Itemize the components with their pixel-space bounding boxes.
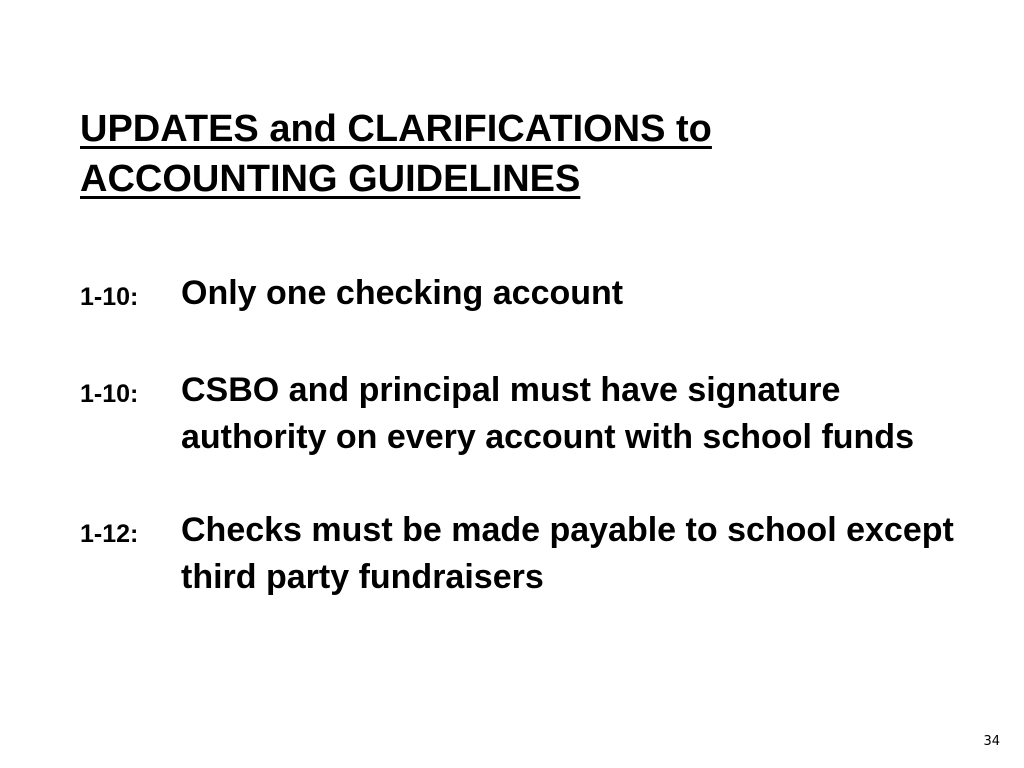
- guideline-text: Only one checking account: [181, 274, 624, 312]
- guideline-code: 1-10:: [80, 380, 139, 408]
- page-number: 34: [983, 734, 1000, 749]
- guideline-item: [80, 270, 980, 321]
- guideline-text: Checks must be made payable to school except third party fundraisers: [181, 511, 954, 596]
- slide-title-line-1: UPDATES and CLARIFICATIONS to: [80, 108, 712, 150]
- slide-title-line-2: ACCOUNTING GUIDELINES: [80, 158, 581, 200]
- guideline-item: [80, 367, 980, 461]
- guideline-code: 1-10:: [80, 283, 139, 311]
- guideline-list: [80, 270, 980, 647]
- guideline-text: CSBO and principal must have signature authority on every account with school funds: [181, 371, 914, 456]
- guideline-item: [80, 507, 980, 601]
- guideline-code: 1-12:: [80, 520, 139, 548]
- slide-title: [80, 104, 960, 204]
